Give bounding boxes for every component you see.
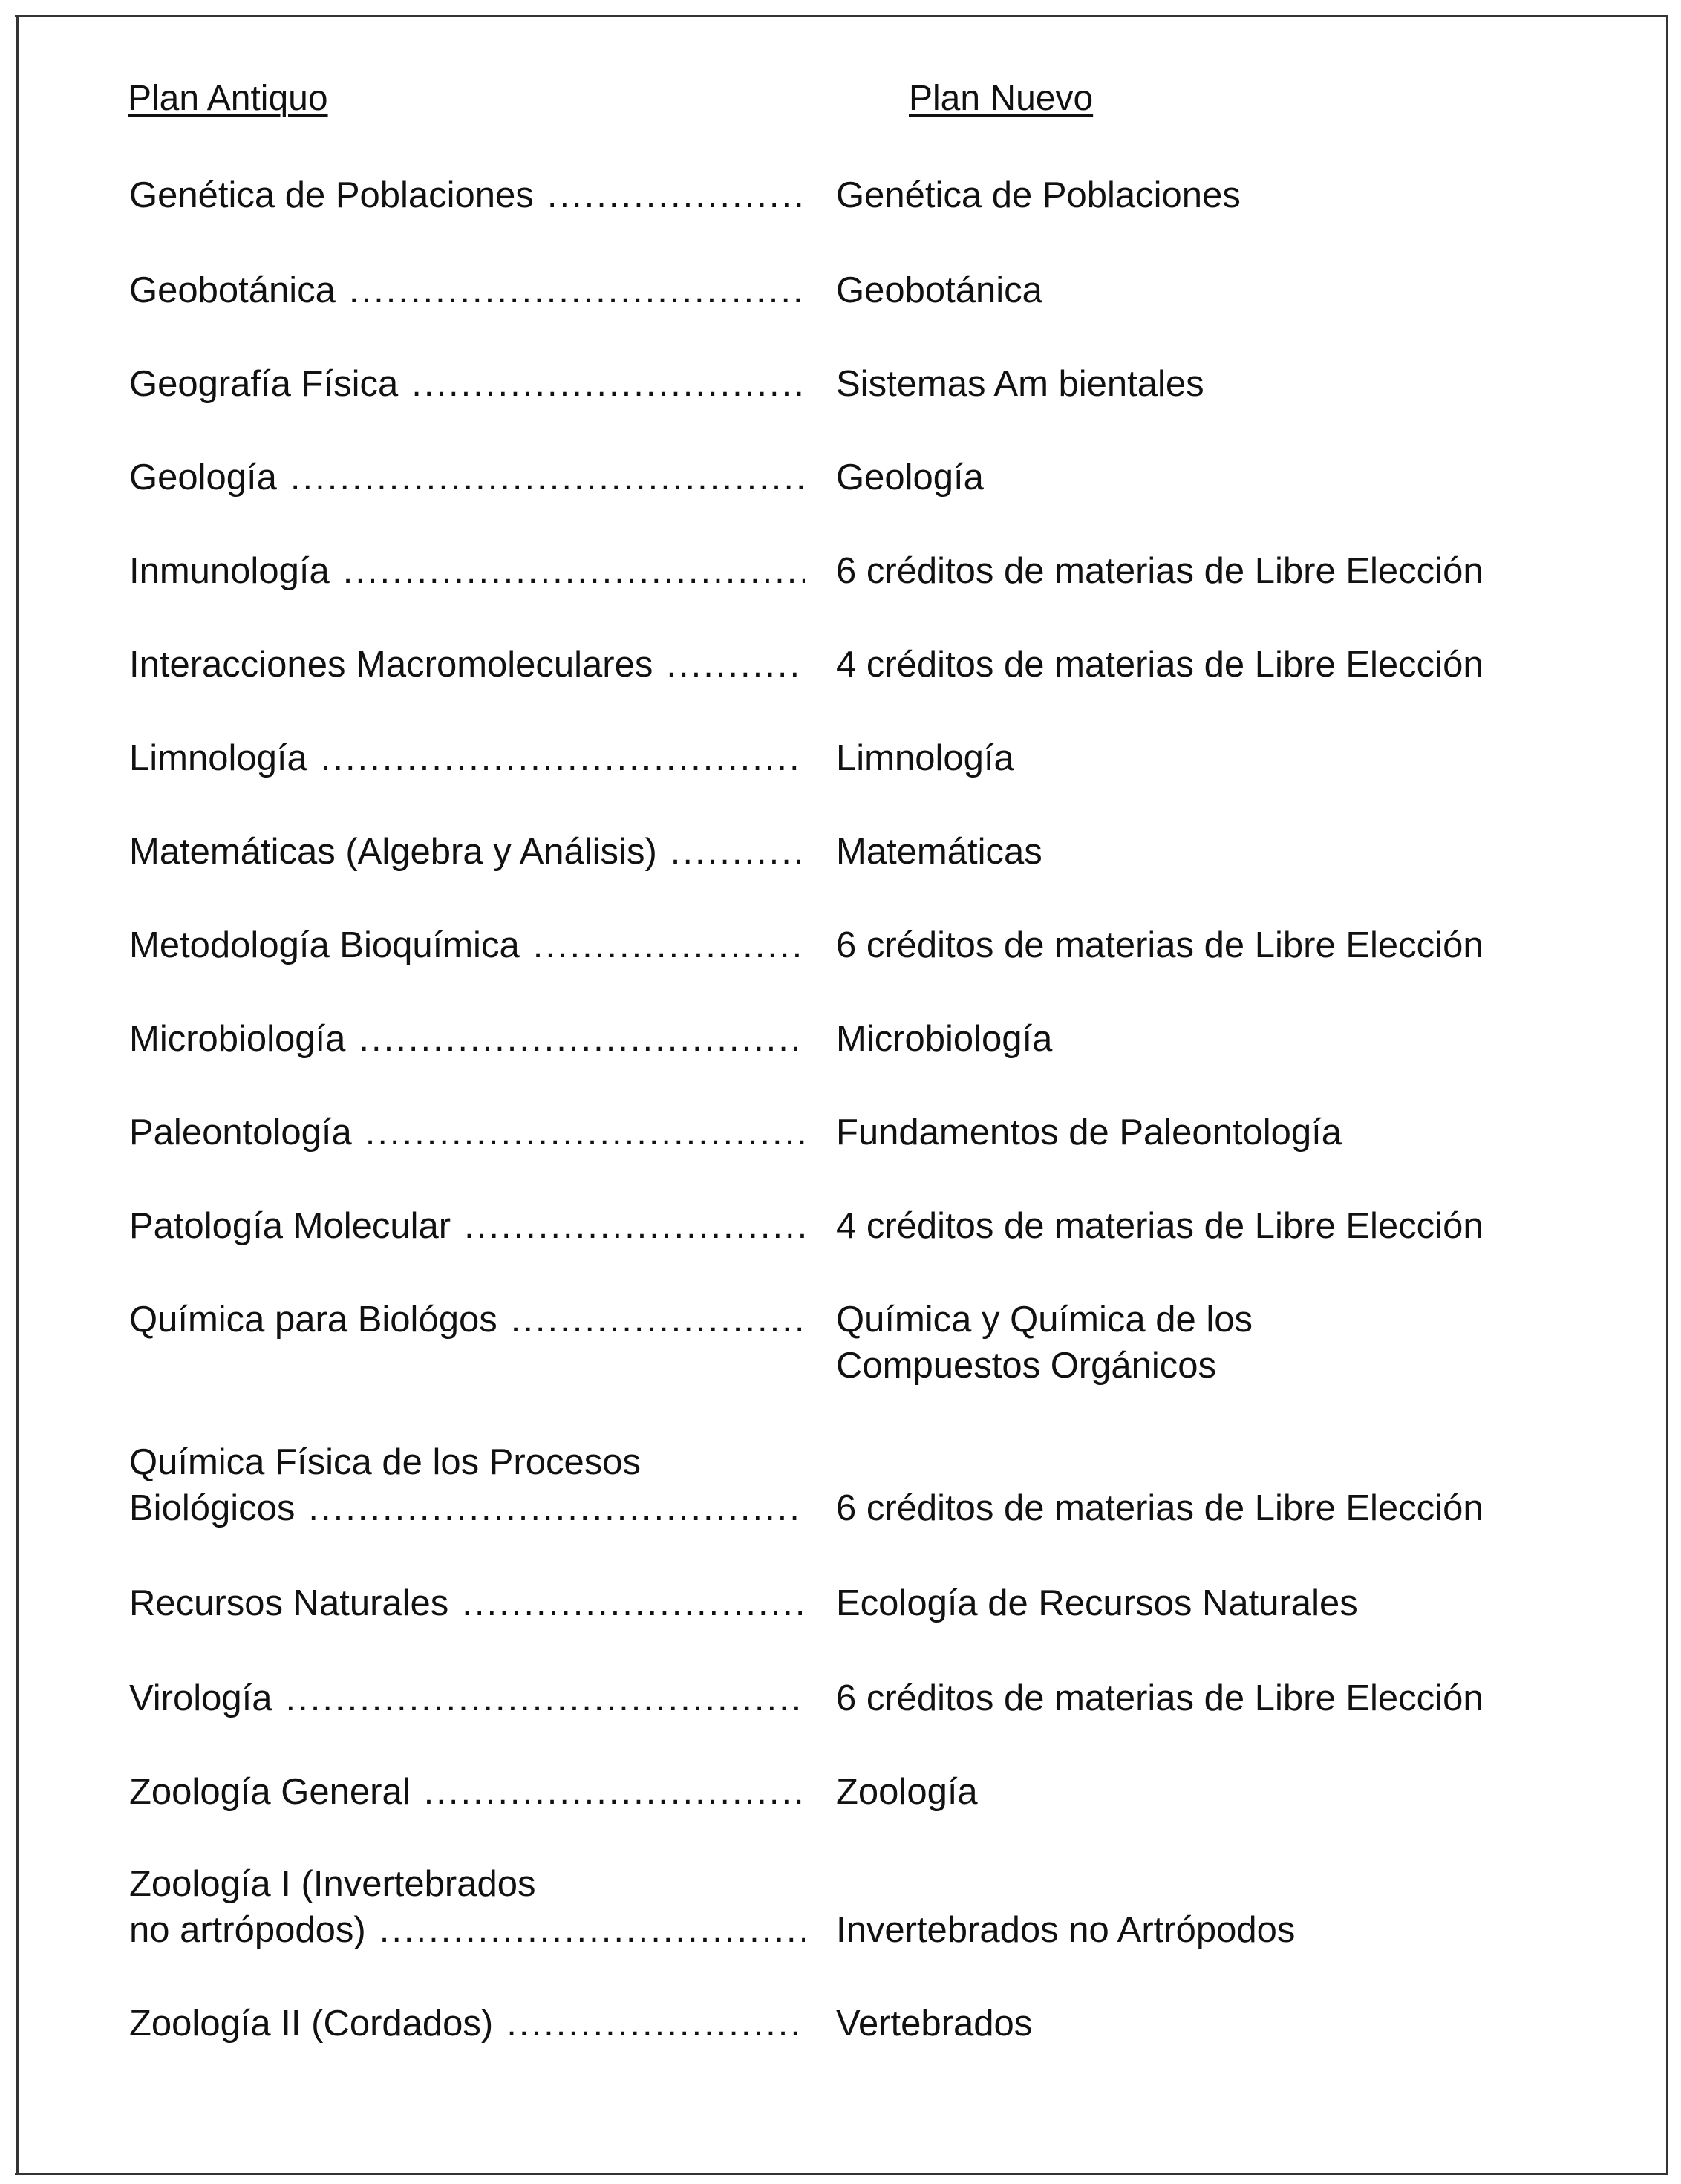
dot-leader [547, 172, 805, 218]
old-plan-subject-text: Genética de Poblaciones [129, 175, 534, 215]
header-plan-nuevo: Plan Nuevo [909, 79, 1094, 118]
old-plan-subject-line [129, 1675, 805, 1721]
dot-leader [411, 361, 805, 407]
new-plan-subject: Microbiología [836, 1019, 1053, 1059]
old-plan-subject-text: Patología Molecular [129, 1206, 451, 1246]
new-plan-subject: Zoología [836, 1772, 978, 1812]
new-plan-subject: Invertebrados no Artrópodos [836, 1910, 1296, 1950]
old-plan-subject-line [129, 1203, 805, 1249]
new-plan-subject: Química y Química de los Compuestos Orgánicos [836, 1300, 1253, 1386]
new-plan-subject: 6 créditos de materias de Libre Elección [836, 551, 1483, 591]
page-border-top [15, 15, 1668, 17]
old-plan-subject-text: Zoología I (Invertebrados [129, 1864, 536, 1904]
old-plan-subject-text: Metodología Bioquímica [129, 925, 520, 965]
old-plan-subject-line [129, 829, 805, 875]
dot-leader [666, 642, 805, 688]
old-plan-subject-text: Virología [129, 1678, 272, 1718]
old-plan-subject [129, 1109, 805, 1155]
old-plan-subject-line [129, 642, 805, 688]
old-plan-subject-line [129, 1580, 805, 1626]
page-border-left [16, 15, 19, 2174]
old-plan-subject [129, 922, 805, 968]
dot-leader [343, 548, 805, 594]
dot-leader [349, 267, 805, 313]
dot-leader [462, 1580, 805, 1626]
old-plan-subject-text: Interacciones Macromoleculares [129, 645, 653, 685]
dot-leader [464, 1203, 805, 1249]
new-plan-subject: Vertebrados [836, 2004, 1033, 2044]
dot-leader [379, 1907, 805, 1953]
dot-leader [290, 454, 805, 501]
old-plan-subject-text: Zoología II (Cordados) [129, 2004, 494, 2044]
old-plan-subject-line [129, 267, 805, 313]
old-plan-subject-line [129, 172, 805, 218]
old-plan-subject-line [129, 922, 805, 968]
dot-leader [286, 1675, 805, 1721]
new-plan-subject: Limnología [836, 738, 1014, 778]
old-plan-subject-text: Química para Biológos [129, 1300, 497, 1340]
new-plan-subject: Geología [836, 457, 984, 498]
old-plan-subject-text: Inmunología [129, 551, 330, 591]
page-border-bottom [15, 2173, 1668, 2175]
old-plan-subject-line [129, 548, 805, 594]
new-plan-subject: Sistemas Am bientales [836, 364, 1204, 404]
old-plan-subject-text: Geología [129, 457, 277, 498]
old-plan-subject-text: Microbiología [129, 1019, 346, 1059]
new-plan-subject: Ecología de Recursos Naturales [836, 1583, 1358, 1623]
old-plan-subject [129, 1439, 805, 1531]
dot-leader [359, 1016, 805, 1062]
new-plan-subject: 6 créditos de materias de Libre Elección [836, 1488, 1483, 1528]
old-plan-subject-line [129, 1907, 805, 1953]
old-plan-subject-text: Paleontología [129, 1112, 352, 1153]
dot-leader [308, 1485, 805, 1531]
new-plan-subject: Matemáticas [836, 832, 1042, 872]
old-plan-subject [129, 1016, 805, 1062]
old-plan-subject [129, 1203, 805, 1249]
old-plan-subject-text: Geografía Física [129, 364, 399, 404]
new-plan-subject: 4 créditos de materias de Libre Elección [836, 645, 1483, 685]
dot-leader [511, 1297, 805, 1343]
old-plan-subject-line [129, 1769, 805, 1815]
old-plan-subject-text: Geobotánica [129, 270, 336, 310]
old-plan-subject [129, 2001, 805, 2047]
old-plan-subject [129, 1580, 805, 1626]
old-plan-subject-text: Limnología [129, 738, 307, 778]
old-plan-subject-text: Zoología General [129, 1772, 411, 1812]
dot-leader [506, 2001, 805, 2047]
new-plan-subject: 6 créditos de materias de Libre Elección [836, 1678, 1483, 1718]
old-plan-subject-line [129, 2001, 805, 2047]
new-plan-subject: Geobotánica [836, 270, 1042, 310]
old-plan-subject-line [129, 361, 805, 407]
old-plan-subject-text: no artrópodos) [129, 1910, 366, 1950]
old-plan-subject [129, 1769, 805, 1815]
old-plan-subject [129, 735, 805, 781]
old-plan-subject [129, 548, 805, 594]
old-plan-subject-line [129, 1861, 805, 1907]
page-border-right [1666, 15, 1668, 2174]
old-plan-subject-text: Matemáticas (Algebra y Análisis) [129, 832, 657, 872]
old-plan-subject-line [129, 1439, 805, 1485]
old-plan-subject-line [129, 454, 805, 501]
old-plan-subject-text: Química Física de los Procesos [129, 1442, 641, 1482]
old-plan-subject [129, 1861, 805, 1953]
old-plan-subject-line [129, 1297, 805, 1343]
new-plan-subject: 6 créditos de materias de Libre Elección [836, 925, 1483, 965]
old-plan-subject-line [129, 1109, 805, 1155]
old-plan-subject [129, 642, 805, 688]
old-plan-subject [129, 361, 805, 407]
old-plan-subject [129, 454, 805, 501]
old-plan-subject [129, 172, 805, 218]
old-plan-subject [129, 1297, 805, 1343]
old-plan-subject-line [129, 735, 805, 781]
new-plan-subject: 4 créditos de materias de Libre Elección [836, 1206, 1483, 1246]
dot-leader [321, 735, 805, 781]
old-plan-subject [129, 1675, 805, 1721]
dot-leader [670, 829, 805, 875]
dot-leader [424, 1769, 805, 1815]
dot-leader [365, 1109, 805, 1155]
old-plan-subject [129, 267, 805, 313]
header-plan-antiguo: Plan Antiquo [128, 79, 328, 118]
old-plan-subject-text: Biológicos [129, 1488, 296, 1528]
new-plan-subject: Fundamentos de Paleontología [836, 1112, 1342, 1153]
old-plan-subject-line [129, 1016, 805, 1062]
dot-leader [533, 922, 805, 968]
new-plan-subject: Genética de Poblaciones [836, 175, 1241, 215]
old-plan-subject-line [129, 1485, 805, 1531]
old-plan-subject-text: Recursos Naturales [129, 1583, 449, 1623]
old-plan-subject [129, 829, 805, 875]
